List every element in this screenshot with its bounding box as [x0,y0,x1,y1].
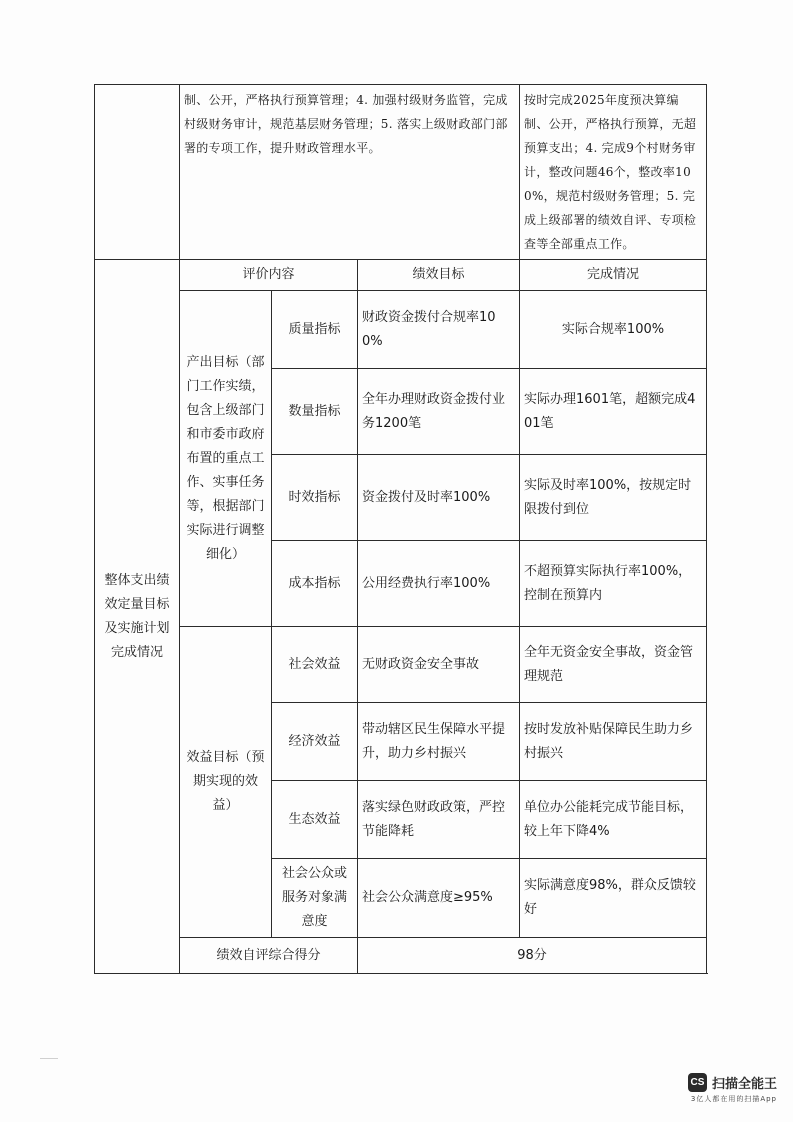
score-value: 98分 [358,938,707,974]
completion-economic: 按时发放补贴保障民生助力乡村振兴 [520,703,707,781]
indicator-quantity: 数量指标 [272,369,358,455]
completion-quality: 实际合规率100% [520,291,707,369]
target-social: 无财政资金安全事故 [358,627,520,703]
cs-logo-icon: CS [688,1073,707,1092]
completion-satisfaction: 实际满意度98%，群众反馈较好 [520,859,707,938]
indicator-quality: 质量指标 [272,291,358,369]
benefit-group-label [180,627,272,938]
target-quality: 财政资金拨付合规率100% [358,291,520,369]
indicator-cost: 成本指标 [272,541,358,627]
benefit-group-label-text: 效益目标（预期实现的效益） [186,750,265,813]
table-header-row [95,260,707,291]
indicator-economic: 经济效益 [272,703,358,781]
indicator-social: 社会效益 [272,627,358,703]
target-timeliness: 资金拨付及时率100% [358,455,520,541]
target-satisfaction: 社会公众满意度≥95% [358,859,520,938]
table-row-top-text [95,85,707,260]
score-row [95,938,707,974]
section-label [95,260,180,974]
target-ecological: 落实绿色财政政策，严控节能降耗 [358,781,520,859]
target-cost: 公用经费执行率100% [358,541,520,627]
top-left-text: 制、公开，严格执行预算管理；4. 加强村级财务监管，完成村级财务审计，规范基层财务管理；5. 落实上级财政部门部署的专项工作，提升财政管理水平。 [180,85,520,260]
completion-social: 全年无资金安全事故，资金管理规范 [520,627,707,703]
indicator-timeliness: 时效指标 [272,455,358,541]
score-label: 绩效自评综合得分 [180,938,358,974]
scan-artifact-line [40,1058,58,1059]
scanner-watermark [688,1073,777,1104]
completion-quantity: 实际办理1601笔，超额完成401笔 [520,369,707,455]
top-left-blank-cell [95,85,180,260]
completion-ecological: 单位办公能耗完成节能目标，较上年下降4% [520,781,707,859]
brand-tagline: 3亿人都在用的扫描App [690,1095,777,1103]
completion-timeliness: 实际及时率100%，按规定时限拨付到位 [520,455,707,541]
performance-table [94,84,707,974]
table-row [95,627,707,703]
output-group-label-text: 产出目标（部门工作实绩，包含上级部门和市委市政府布置的重点工作、实事任务等，根据部门实际进行调整细化） [186,354,265,562]
top-right-text: 按时完成2025年度预决算编制、公开，严格执行预算，无超预算支出；4. 完成9个村财务审计，整改问题46个，整改率100%，规范村级财务管理；5. 完成上级部署的绩效自评、专项检查等全部重点工作。 [520,85,707,260]
completion-cost: 不超预算实际执行率100%，控制在预算内 [520,541,707,627]
indicator-satisfaction: 社会公众或服务对象满意度 [272,859,358,938]
header-target: 绩效目标 [358,260,520,291]
table-row [95,291,707,369]
target-quantity: 全年办理财政资金拨付业务1200笔 [358,369,520,455]
brand-name: 扫描全能王 [711,1077,777,1092]
header-content: 评价内容 [180,260,358,291]
section-label-text: 整体支出绩效定量目标及实施计划完成情况 [104,572,170,660]
header-completion: 完成情况 [520,260,707,291]
output-group-label [180,291,272,627]
target-economic: 带动辖区民生保障水平提升，助力乡村振兴 [358,703,520,781]
indicator-ecological: 生态效益 [272,781,358,859]
